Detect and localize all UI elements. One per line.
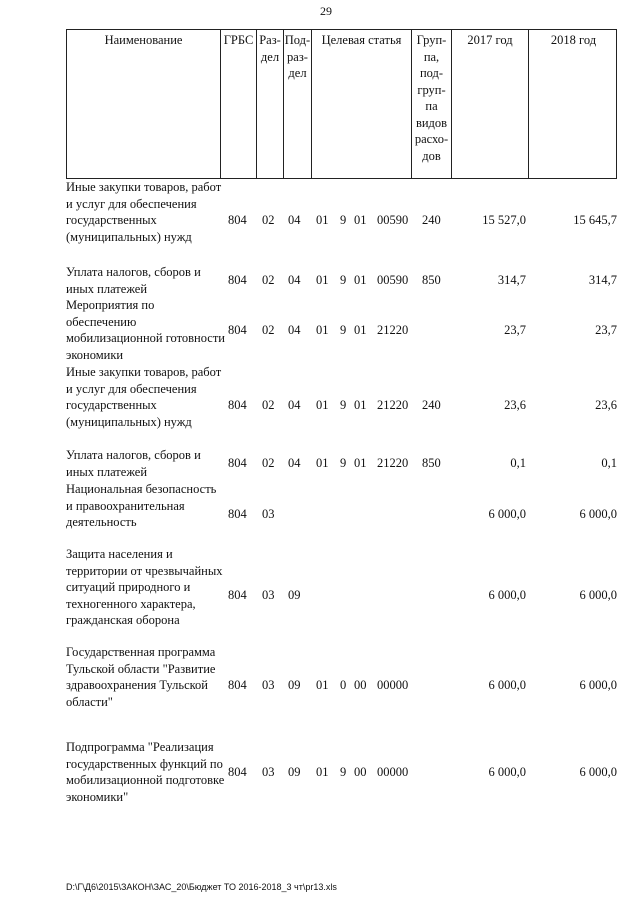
row-cs3: 00 xyxy=(354,678,367,692)
row-pr: 04 xyxy=(288,273,301,288)
row-cs2: 9 xyxy=(340,322,347,337)
footer-file-path: D:\Г\Д6\2015\ЗАКОН\ЗАС_20\Бюджет ТО 2016-2018_3 чт\pr13.xls xyxy=(66,882,337,892)
row-y2018: 0,1 xyxy=(601,456,617,471)
row-rz: 02 xyxy=(262,398,275,412)
row-rz: 02 xyxy=(262,456,275,471)
row-y2017: 6 000,0 xyxy=(488,764,526,779)
row-cs4: 00590 xyxy=(377,273,409,288)
row-cs1: 01 xyxy=(316,456,329,471)
row-rz: 03 xyxy=(262,764,275,779)
row-y2017: 6 000,0 xyxy=(488,678,526,692)
row-cs2: 9 xyxy=(340,398,347,412)
header-grbs: ГРБС xyxy=(221,30,257,178)
row-cs2: 9 xyxy=(340,764,347,779)
row-y2018: 6 000,0 xyxy=(579,764,617,779)
row-y2017: 314,7 xyxy=(497,273,526,288)
row-cs1: 01 xyxy=(316,764,329,779)
row-rz: 02 xyxy=(262,322,275,337)
row-rz: 02 xyxy=(262,213,275,227)
table-row xyxy=(66,546,626,645)
row-cs2: 9 xyxy=(340,213,347,227)
row-vr: 850 xyxy=(422,273,441,288)
row-grbs: 804 xyxy=(228,322,247,337)
header-2017: 2017 год xyxy=(452,30,529,178)
header-2018: 2018 год xyxy=(550,33,597,47)
row-y2017: 23,7 xyxy=(504,322,526,337)
row-cs4: 21220 xyxy=(377,456,409,471)
row-name: Уплата налогов, сборов и иных платежей xyxy=(66,265,201,296)
row-name: Подпрограмма "Реализация государственных функций по мобилизационной подготовке экономики" xyxy=(66,740,225,804)
table-row xyxy=(66,739,626,805)
row-name: Мероприятия по обеспечению мобилизационной готовности экономики xyxy=(66,298,225,362)
row-name: Уплата налогов, сборов и иных платежей xyxy=(66,448,201,479)
row-pr: 09 xyxy=(288,678,301,692)
row-pr: 09 xyxy=(288,588,301,603)
row-cs3: 01 xyxy=(354,322,367,337)
row-pr: 04 xyxy=(288,398,301,412)
row-cs1: 01 xyxy=(316,398,329,412)
header-podrazdel: Под- раз- дел xyxy=(284,30,312,178)
row-cs4: 21220 xyxy=(377,322,409,337)
row-y2018: 15 645,7 xyxy=(573,213,617,227)
row-y2018: 6 000,0 xyxy=(579,678,617,692)
header-razdel: Раз- дел xyxy=(257,30,284,178)
row-y2018: 6 000,0 xyxy=(579,588,617,603)
table-header xyxy=(66,29,617,179)
table-row xyxy=(66,481,626,547)
row-y2018: 23,6 xyxy=(595,398,617,412)
row-name: Государственная программа Тульской области "Развитие здравоохранения Тульской области" xyxy=(66,645,216,709)
row-cs3: 00 xyxy=(354,764,367,779)
row-cs2: 9 xyxy=(340,456,347,471)
row-pr: 04 xyxy=(288,322,301,337)
table-row xyxy=(66,447,626,480)
header-gruppa: Груп- па, под- груп- па видов расхо- дов xyxy=(412,30,452,178)
header-tselevaya-statya: Целевая статья xyxy=(312,30,412,178)
row-grbs: 804 xyxy=(228,213,247,227)
row-rz: 03 xyxy=(262,678,275,692)
table-row xyxy=(66,264,626,297)
table-row xyxy=(66,644,626,727)
row-name: Национальная безопасность и правоохранительная деятельность xyxy=(66,482,217,529)
row-cs1: 01 xyxy=(316,273,329,288)
row-cs4: 00000 xyxy=(377,678,409,692)
table-row xyxy=(66,297,626,363)
row-grbs: 804 xyxy=(228,273,247,288)
row-grbs: 804 xyxy=(228,456,247,471)
row-grbs: 804 xyxy=(228,588,247,603)
row-grbs: 804 xyxy=(228,398,247,412)
table-row xyxy=(66,364,626,447)
row-name: Защита населения и территории от чрезвычайных ситуаций природного и техногенного характера, гражданская оборона xyxy=(66,547,223,627)
row-cs3: 01 xyxy=(354,456,367,471)
row-vr: 850 xyxy=(422,456,441,471)
header-name: Наименование xyxy=(67,30,221,178)
row-name: Иные закупки товаров, работ и услуг для обеспечения государственных (муниципальных) нужд xyxy=(66,180,222,244)
row-grbs: 804 xyxy=(228,678,247,692)
row-y2017: 0,1 xyxy=(510,456,526,471)
row-pr: 09 xyxy=(288,764,301,779)
row-rz: 03 xyxy=(262,588,275,603)
row-y2017: 15 527,0 xyxy=(482,213,526,227)
row-cs2: 0 xyxy=(340,678,347,692)
row-cs1: 01 xyxy=(316,322,329,337)
row-cs4: 21220 xyxy=(377,398,409,412)
row-rz: 03 xyxy=(262,506,275,521)
row-y2018: 23,7 xyxy=(595,322,617,337)
row-cs2: 9 xyxy=(340,273,347,288)
row-y2018: 6 000,0 xyxy=(579,506,617,521)
row-vr: 240 xyxy=(422,213,441,227)
row-vr: 240 xyxy=(422,398,441,412)
row-y2017: 6 000,0 xyxy=(488,506,526,521)
row-cs1: 01 xyxy=(316,213,329,227)
row-rz: 02 xyxy=(262,273,275,288)
row-y2017: 6 000,0 xyxy=(488,588,526,603)
row-cs3: 01 xyxy=(354,273,367,288)
row-grbs: 804 xyxy=(228,764,247,779)
row-cs1: 01 xyxy=(316,678,329,692)
row-pr: 04 xyxy=(288,213,301,227)
row-name: Иные закупки товаров, работ и услуг для обеспечения государственных (муниципальных) нужд xyxy=(66,365,222,429)
row-cs4: 00590 xyxy=(377,213,409,227)
table-row xyxy=(66,179,626,262)
row-cs3: 01 xyxy=(354,213,367,227)
row-y2017: 23,6 xyxy=(504,398,526,412)
row-cs4: 00000 xyxy=(377,764,409,779)
row-cs3: 01 xyxy=(354,398,367,412)
page-number: 29 xyxy=(320,4,332,18)
row-grbs: 804 xyxy=(228,506,247,521)
row-y2018: 314,7 xyxy=(588,273,617,288)
row-pr: 04 xyxy=(288,456,301,471)
